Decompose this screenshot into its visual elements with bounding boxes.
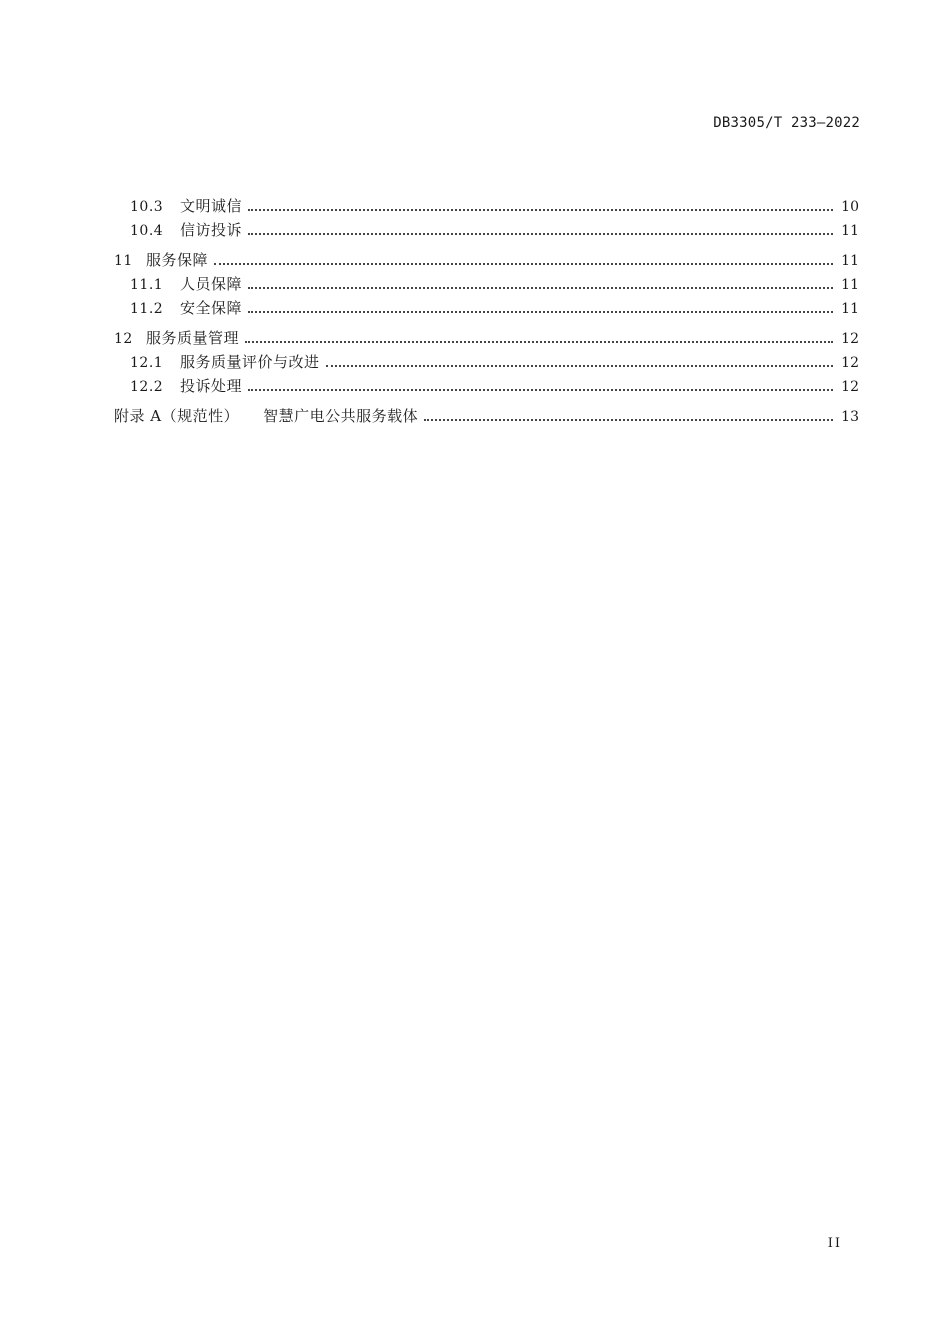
toc-entry-12-1[interactable] (114, 350, 859, 374)
dot-leader (248, 310, 833, 313)
toc-entry-title: 文明诚信 (180, 197, 243, 215)
toc-entry-title: 智慧广电公共服务载体 (263, 407, 419, 425)
toc-entry-10-4[interactable] (114, 218, 859, 242)
toc-entry-number: 12.1 (130, 355, 164, 371)
table-of-contents (114, 194, 859, 428)
page-number: II (827, 1236, 842, 1251)
dot-leader (245, 340, 833, 343)
toc-entry-number: 11.1 (130, 277, 164, 293)
toc-entry-title: 投诉处理 (180, 377, 243, 395)
toc-entry-page: 13 (841, 409, 859, 425)
toc-entry-12[interactable] (114, 326, 859, 350)
toc-entry-10-3[interactable] (114, 194, 859, 218)
dot-leader (214, 262, 833, 265)
toc-entry-number: 12.2 (130, 379, 164, 395)
toc-entry-page: 11 (841, 253, 859, 269)
toc-entry-number: 11 (114, 253, 133, 269)
toc-entry-11-2[interactable] (114, 296, 859, 320)
toc-entry-number: 12 (114, 331, 133, 347)
toc-entry-11-1[interactable] (114, 272, 859, 296)
dot-leader (248, 286, 833, 289)
toc-entry-11[interactable] (114, 248, 859, 272)
toc-entry-number: 10.3 (130, 199, 164, 215)
toc-entry-title: 服务质量管理 (146, 329, 240, 347)
dot-leader (248, 388, 833, 391)
dot-leader (424, 418, 833, 421)
toc-entry-page: 11 (841, 301, 859, 317)
appendix-label: 附录 A（规范性） (114, 407, 240, 425)
toc-entry-page: 12 (841, 379, 859, 395)
toc-entry-page: 11 (841, 277, 859, 293)
toc-entry-appendix-a[interactable] (114, 404, 859, 428)
toc-entry-number: 10.4 (130, 223, 164, 239)
toc-entry-title: 安全保障 (180, 299, 243, 317)
toc-entry-page: 10 (841, 199, 859, 215)
toc-entry-number: 11.2 (130, 301, 164, 317)
toc-entry-12-2[interactable] (114, 374, 859, 398)
toc-entry-page: 11 (841, 223, 859, 239)
dot-leader (248, 208, 833, 211)
toc-entry-title: 信访投诉 (180, 221, 243, 239)
dot-leader (326, 364, 834, 367)
toc-entry-title: 服务保障 (146, 251, 209, 269)
toc-entry-title: 人员保障 (180, 275, 243, 293)
toc-entry-page: 12 (841, 355, 859, 371)
dot-leader (248, 232, 833, 235)
toc-entry-title: 服务质量评价与改进 (180, 353, 320, 371)
document-code: DB3305/T 233—2022 (713, 115, 860, 131)
toc-entry-page: 12 (841, 331, 859, 347)
